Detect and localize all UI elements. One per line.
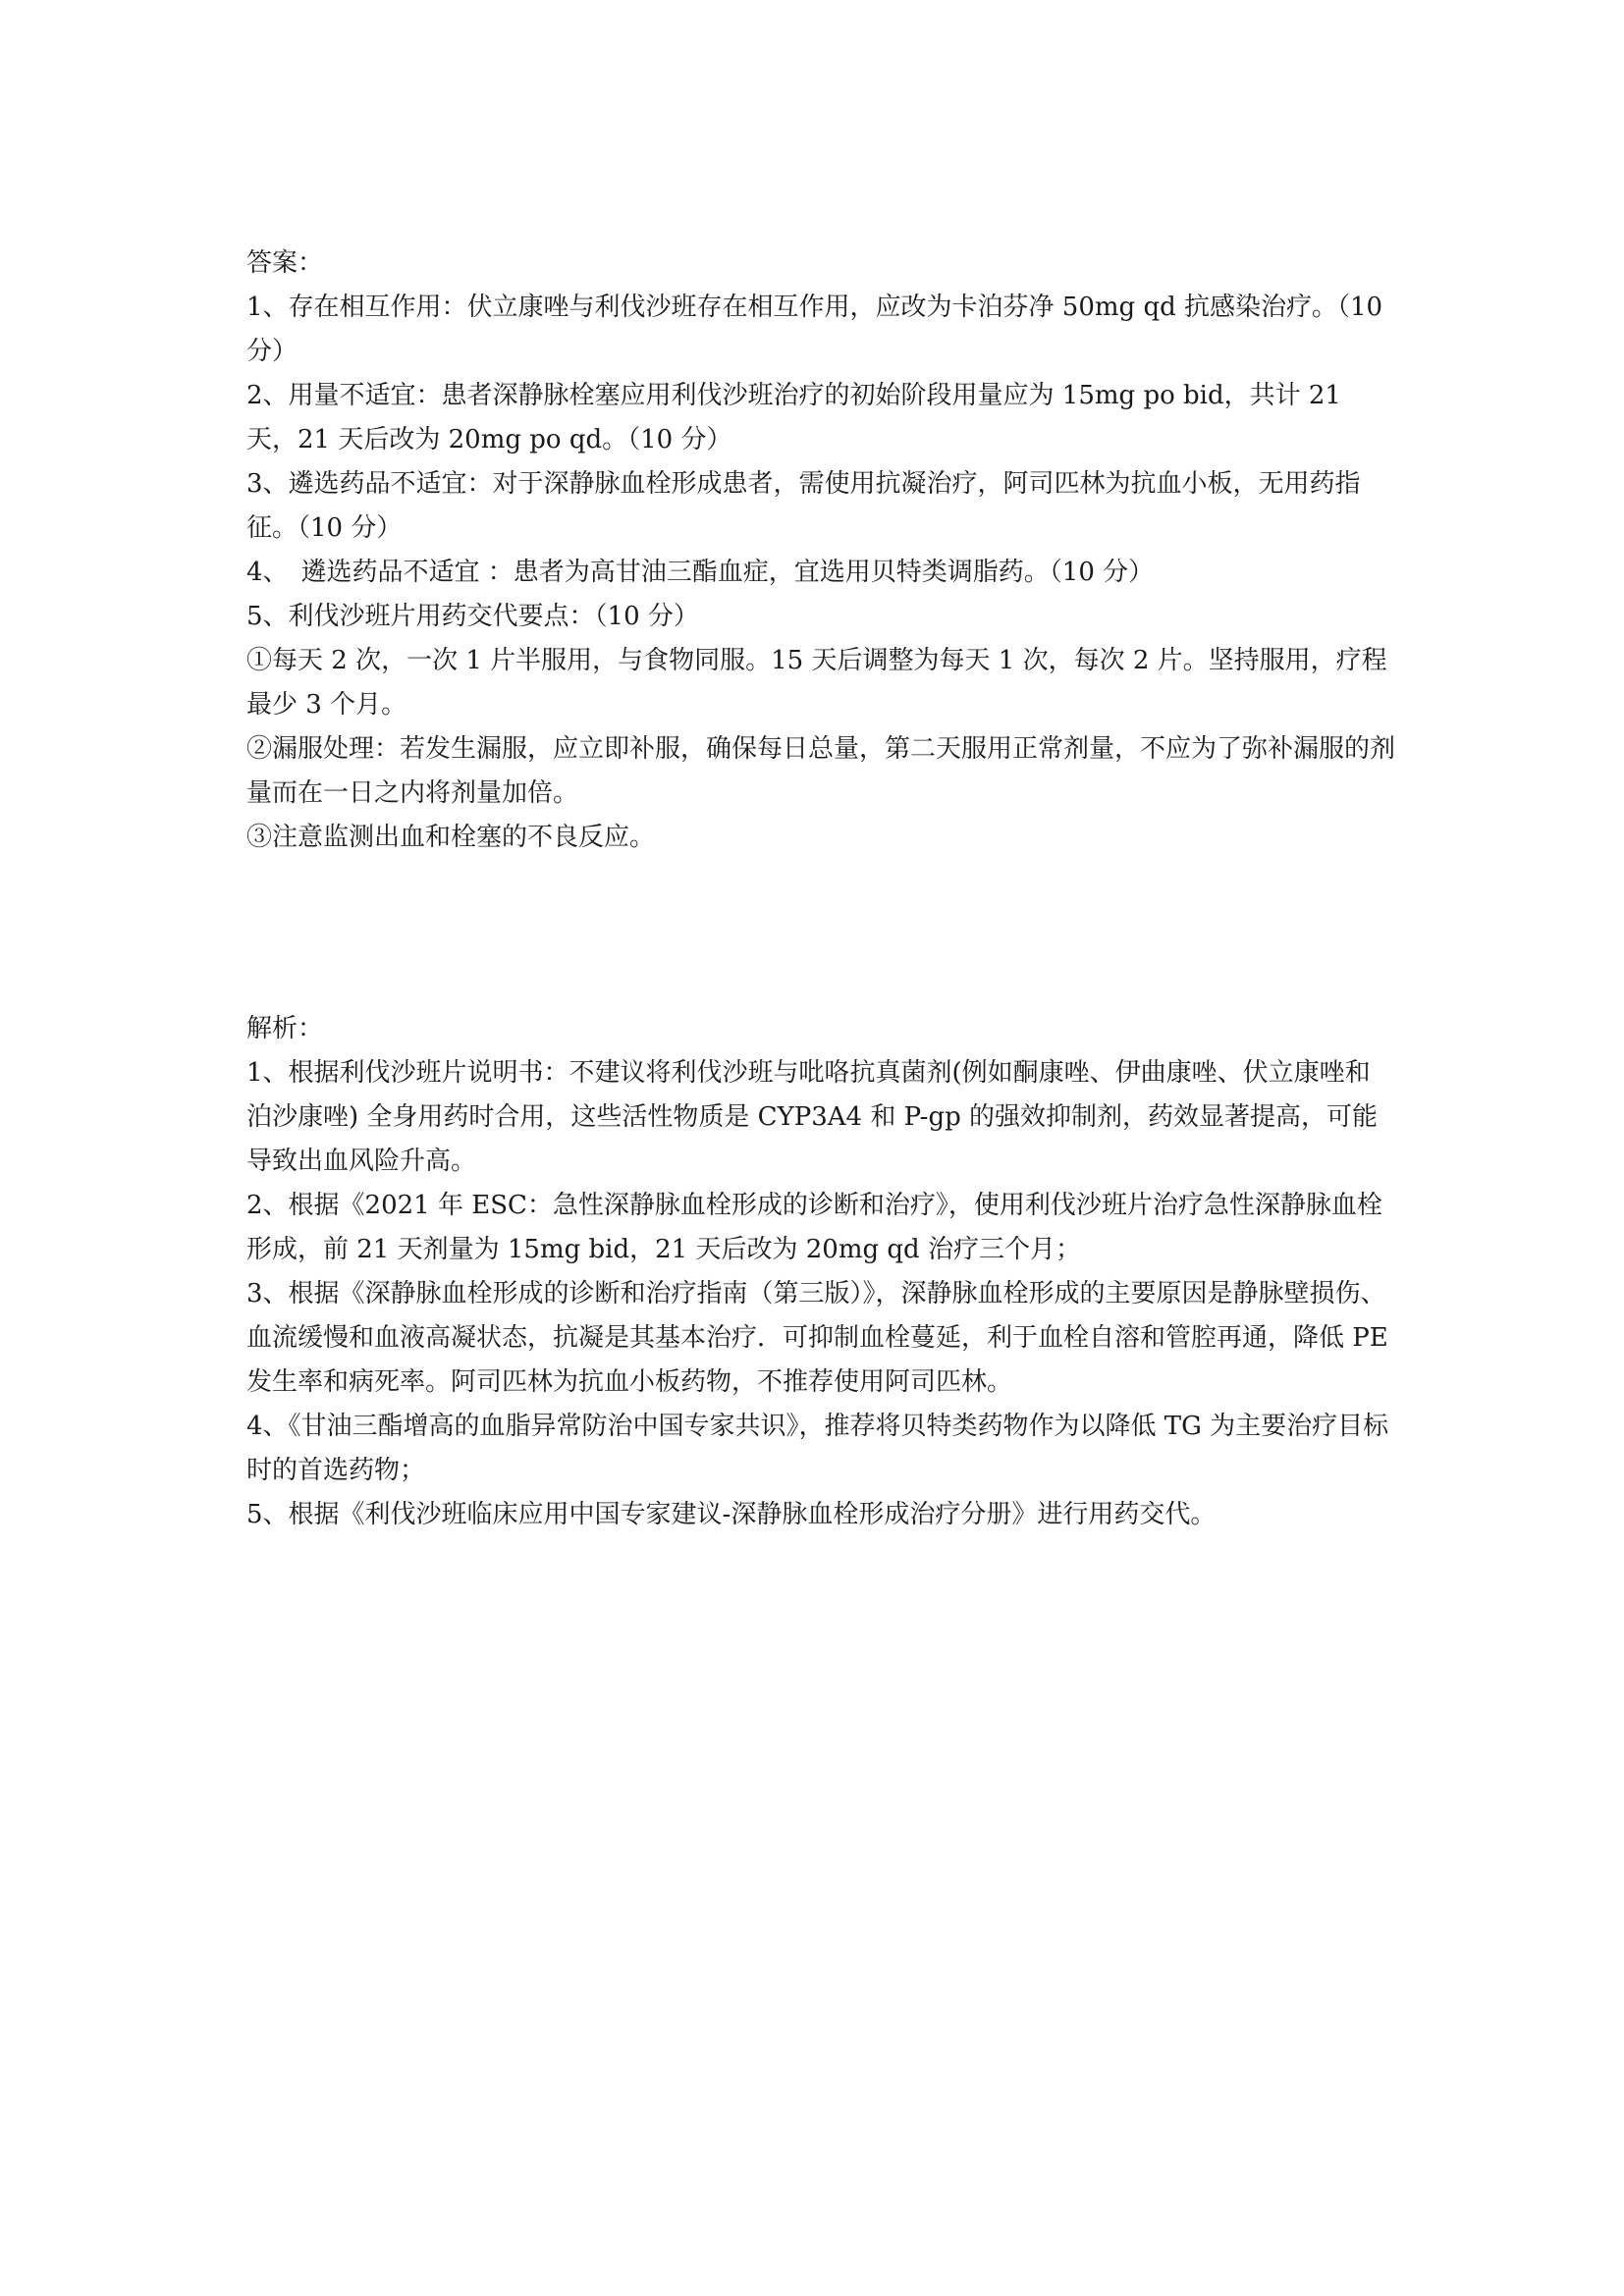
- answer-line: 1、存在相互作用：伏立康唑与利伐沙班存在相互作用，应改为卡泊芬净 50mg qd 抗感染治疗。（10 分）: [246, 293, 1383, 366]
- answer-heading: 答案：: [246, 248, 324, 278]
- answer-line: ①每天 2 次，一次 1 片半服用，与食物同服。15 天后调整为每天 1 次，每次 2 片。坚持服用，疗程最少 3 个月。: [246, 646, 1387, 720]
- analysis-line: 1、根据利伐沙班片说明书：不建议将利伐沙班与吡咯抗真菌剂(例如酮康唑、伊曲康唑、伏立康唑和泊沙康唑) 全身用药时合用，这些活性物质是 CYP3A4 和 P-gp 的强效抑制剂，药效显著提高，可能导致出血风险升高。: [246, 1058, 1379, 1176]
- answer-line: ③注意监测出血和栓塞的不良反应。: [246, 823, 656, 852]
- answer-section: [246, 241, 1395, 860]
- analysis-section: [246, 1007, 1395, 1537]
- answer-line: ②漏服处理：若发生漏服，应立即补服，确保每日总量，第二天服用正常剂量，不应为了弥补漏服的剂量而在一日之内将剂量加倍。: [246, 734, 1396, 808]
- analysis-heading: 解析：: [246, 1014, 324, 1043]
- analysis-line: 3、根据《深静脉血栓形成的诊断和治疗指南（第三版）》，深静脉血栓形成的主要原因是静脉壁损伤、血流缓慢和血液高凝状态，抗凝是其基本治疗．可抑制血栓蔓延，利于血栓自溶和管腔再通，降低 PE 发生率和病死率。阿司匹林为抗血小板药物，不推荐使用阿司匹林。: [246, 1279, 1388, 1397]
- answer-line: 2、用量不适宜：患者深静脉栓塞应用利伐沙班治疗的初始阶段用量应为 15mg po bid，共计 21 天，21 天后改为 20mg po qd。（10 分）: [246, 381, 1341, 454]
- analysis-line: 4、《甘油三酯增高的血脂异常防治中国专家共识》，推荐将贝特类药物作为以降低 TG 为主要治疗目标时的首选药物；: [246, 1412, 1389, 1485]
- analysis-line: 2、根据《2021 年 ESC：急性深静脉血栓形成的诊断和治疗》，使用利伐沙班片治疗急性深静脉血栓形成，前 21 天剂量为 15mg bid，21 天后改为 20mg qd 治疗三个月；: [246, 1191, 1382, 1264]
- answer-line: 4、 遴选药品不适宜 ：患者为高甘油三酯血症，宜选用贝特类调脂药。（10 分）: [246, 558, 1155, 587]
- answer-line: 3、遴选药品不适宜：对于深静脉血栓形成患者，需使用抗凝治疗，阿司匹林为抗血小板，无用药指征。（10 分）: [246, 469, 1361, 543]
- answer-line: 5、利伐沙班片用药交代要点：（10 分）: [246, 602, 699, 631]
- analysis-line: 5、根据《利伐沙班临床应用中国专家建议-深静脉血栓形成治疗分册》进行用药交代。: [246, 1500, 1217, 1529]
